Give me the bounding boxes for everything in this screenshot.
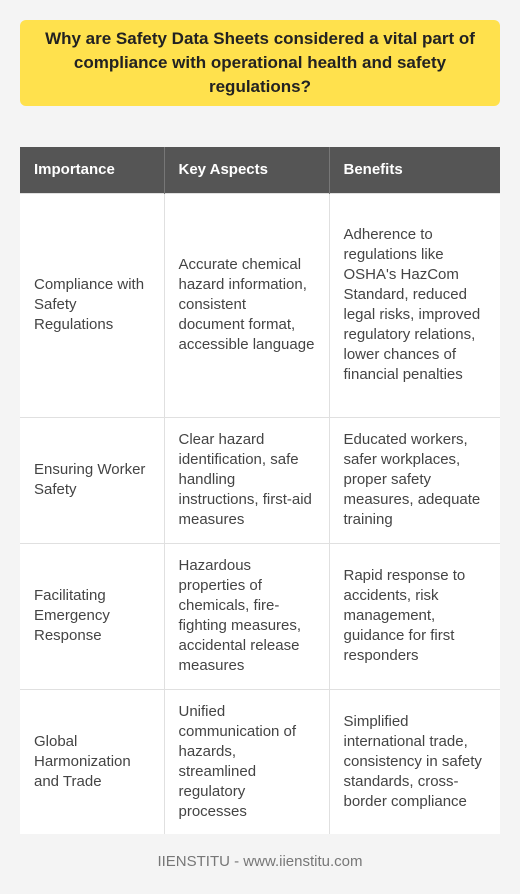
cell-key-aspects: Accurate chemical hazard information, consistent document format, accessible language	[164, 193, 329, 417]
table-row	[20, 689, 500, 834]
table-header-row	[20, 147, 500, 193]
comparison-table	[20, 147, 500, 834]
table-row	[20, 417, 500, 543]
cell-benefits: Simplified international trade, consistency in safety standards, cross-border compliance	[329, 689, 500, 834]
cell-benefits: Rapid response to accidents, risk management, guidance for first responders	[329, 543, 500, 689]
cell-benefits: Educated workers, safer workplaces, proper safety measures, adequate training	[329, 417, 500, 543]
cell-key-aspects: Unified communication of hazards, streamlined regulatory processes	[164, 689, 329, 834]
header-importance: Importance	[20, 147, 164, 193]
question-text: Why are Safety Data Sheets considered a vital part of compliance with operational health and safety regulations?	[45, 29, 475, 96]
cell-key-aspects: Hazardous properties of chemicals, fire-fighting measures, accidental release measures	[164, 543, 329, 689]
cell-importance: Compliance with Safety Regulations	[20, 193, 164, 417]
cell-key-aspects: Clear hazard identification, safe handling instructions, first-aid measures	[164, 417, 329, 543]
footer-credit: IIENSTITU - www.iienstitu.com	[157, 853, 363, 870]
table-row	[20, 543, 500, 689]
cell-importance: Global Harmonization and Trade	[20, 689, 164, 834]
table-row	[20, 193, 500, 417]
cell-importance: Facilitating Emergency Response	[20, 543, 164, 689]
header-key-aspects: Key Aspects	[164, 147, 329, 193]
header-benefits: Benefits	[329, 147, 500, 193]
question-box	[20, 20, 500, 106]
cell-importance: Ensuring Worker Safety	[20, 417, 164, 543]
cell-benefits: Adherence to regulations like OSHA's HazCom Standard, reduced legal risks, improved regulatory relations, lower chances of financial penalties	[329, 193, 500, 417]
